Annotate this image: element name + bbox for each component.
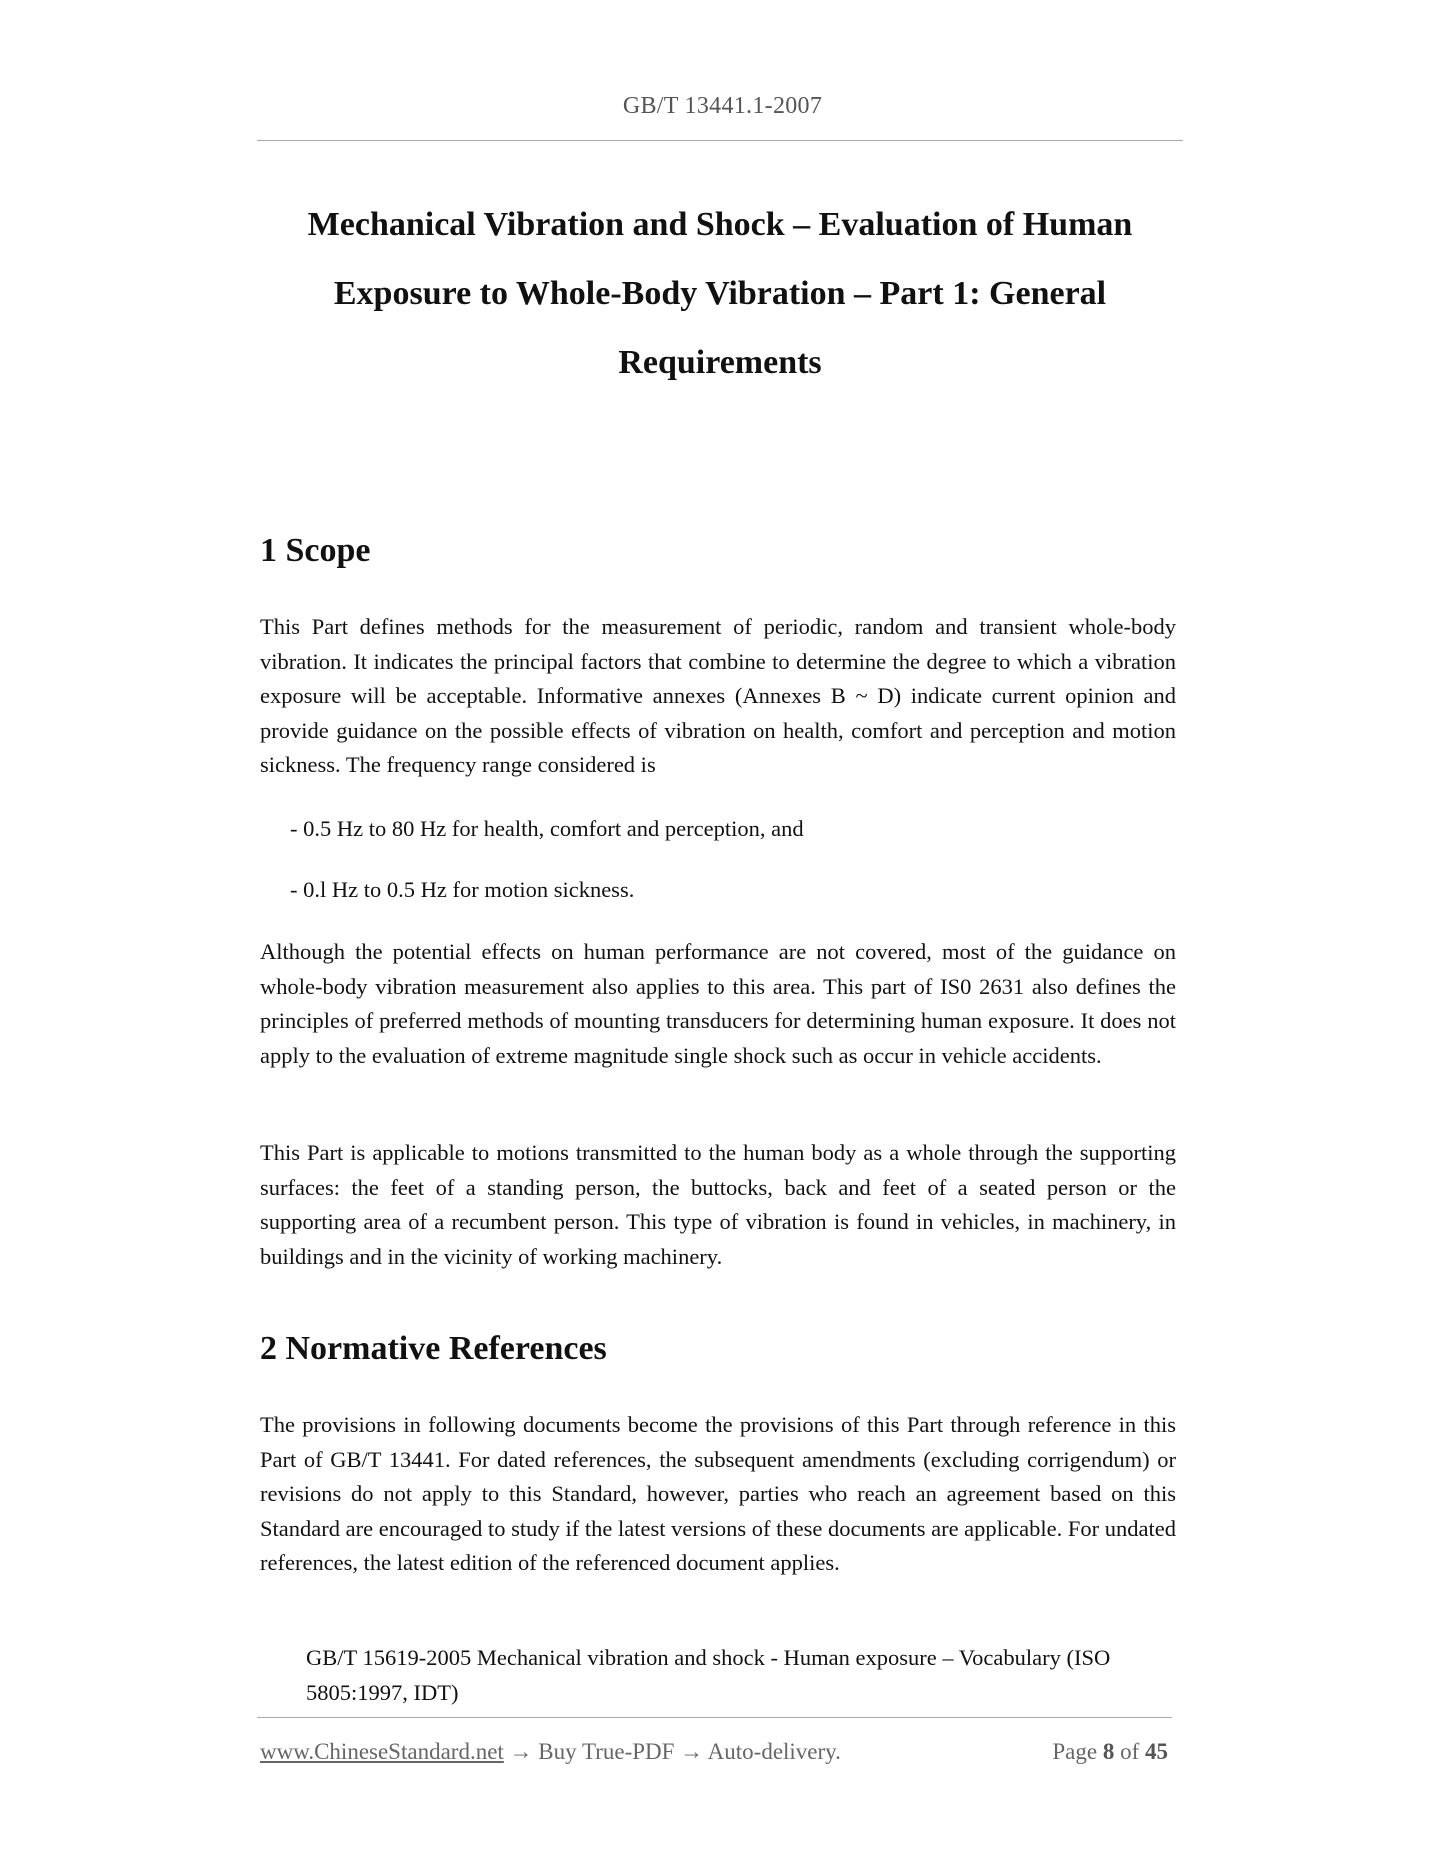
references-paragraph: The provisions in following documents become the provisions of this Part through reference in this Part of GB/T 13441. For dated references, the subsequent amendments (excluding corrigendum) or revisions do not apply to this Standard, however, parties who reach an agreement based on this Standard are encouraged to study if the latest versions of these documents are applicable. For undated references, the latest edition of the referenced document applies. — [260, 1412, 1176, 1575]
title-line-3: Requirements — [618, 344, 822, 381]
footer-promo-text: → Buy True-PDF → Auto-delivery. — [503, 1739, 841, 1764]
header-divider — [257, 140, 1183, 141]
scope-list-item-1: - 0.5 Hz to 80 Hz for health, comfort and perception, and — [290, 816, 804, 841]
section-heading-normative-references: 2 Normative References — [260, 1330, 607, 1367]
document-title — [257, 190, 1183, 397]
section-heading-scope: 1 Scope — [260, 532, 371, 569]
scope-paragraph-1: This Part defines methods for the measurement of periodic, random and transient whole-body vibration. It indicates the principal factors that combine to determine the degree to which a vibration exposure will be acceptable. Informative annexes (Annexes B ~ D) indicate current opinion and provide guidance on the possible effects of vibration on health, comfort and perception and motion sickness. The frequency range considered is — [260, 614, 1176, 777]
current-page-number: 8 — [1102, 1739, 1115, 1764]
footer-divider — [257, 1717, 1172, 1718]
total-pages: 45 — [1145, 1739, 1168, 1764]
page-label: Page — [1052, 1739, 1098, 1764]
title-line-1: Mechanical Vibration and Shock – Evaluation of Human — [307, 206, 1133, 243]
reference-entry: GB/T 15619-2005 Mechanical vibration and shock - Human exposure – Vocabulary (ISO 5805:1997, IDT) — [306, 1645, 1111, 1705]
page-indicator — [1052, 1735, 1168, 1769]
scope-list-item-2: - 0.l Hz to 0.5 Hz for motion sickness. — [290, 877, 635, 902]
scope-paragraph-2: Although the potential effects on human performance are not covered, most of the guidance on whole-body vibration measurement also applies to this area. This part of IS0 2631 also defines the principles of preferred methods of mounting transducers for determining human exposure. It does not apply to the evaluation of extreme magnitude single shock such as occur in vehicle accidents. — [260, 939, 1176, 1068]
website-link[interactable]: www.ChineseStandard.net — [260, 1739, 504, 1764]
running-header: GB/T 13441.1-2007 — [622, 93, 823, 119]
footer-promo — [260, 1735, 841, 1769]
of-label: of — [1120, 1739, 1140, 1764]
scope-paragraph-3: This Part is applicable to motions transmitted to the human body as a whole through the supporting surfaces: the feet of a standing person, the buttocks, back and feet of a seated person or the supporting area of a recumbent person. This type of vibration is found in vehicles, in machinery, in buildings and in the vicinity of working machinery. — [260, 1140, 1176, 1269]
title-line-2: Exposure to Whole-Body Vibration – Part 1: General — [333, 275, 1107, 312]
